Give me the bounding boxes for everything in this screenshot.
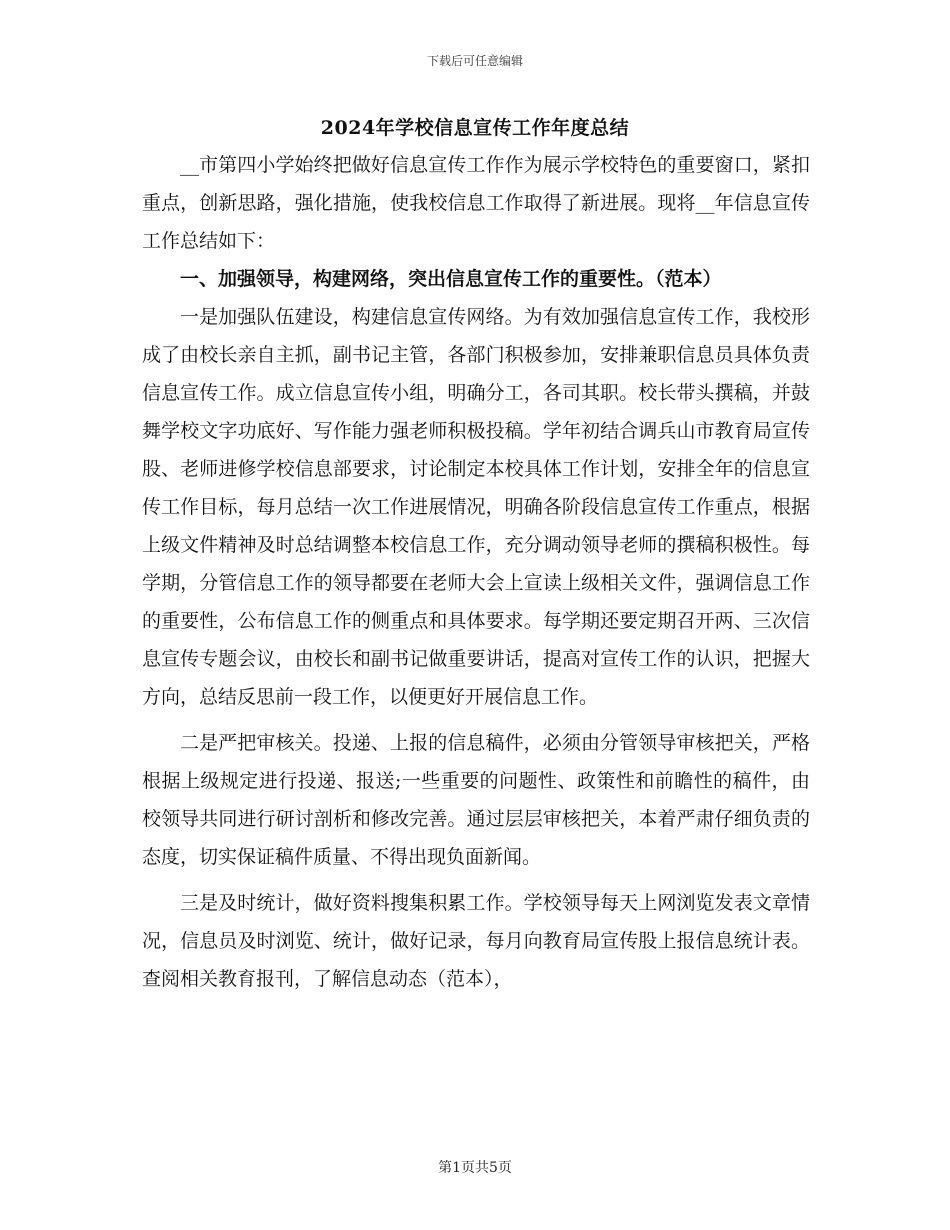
section-heading: 一、加强领导，构建网络，突出信息宣传工作的重要性。（范本）: [180, 268, 722, 290]
page-header-note: 下载后可任意编辑: [426, 54, 523, 68]
document-body: [142, 146, 810, 998]
paragraph-2: 二是严把审核关。投递、上报的信息稿件，必须由分管领导审核把关，严格根据上级规定进行投递、报送;一些重要的问题性、政策性和前瞻性的稿件，由校领导共同进行研讨剖析和修改完善。通过层层审核把关，本着严肃仔细负责的态度，切实保证稿件质量、不得出现负面新闻。: [142, 732, 810, 868]
document-title: 2024年学校信息宣传工作年度总结: [320, 117, 630, 139]
intro-paragraph: __市第四小学始终把做好信息宣传工作作为展示学校特色的重要窗口，紧扣重点，创新思路，强化措施，使我校信息工作取得了新进展。现将__年信息宣传工作总结如下：: [142, 154, 810, 252]
page-number: 第1页共5页: [438, 1160, 512, 1176]
paragraph-3: 三是及时统计，做好资料搜集积累工作。学校领导每天上网浏览发表文章情况，信息员及时浏览、统计，做好记录，每月向教育局宣传股上报信息统计表。查阅相关教育报刊，了解信息动态（范本），: [142, 892, 810, 990]
paragraph-1: 一是加强队伍建设，构建信息宣传网络。为有效加强信息宣传工作，我校形成了由校长亲自主抓，副书记主管，各部门积极参加，安排兼职信息员具体负责信息宣传工作。成立信息宣传小组，明确分工，各司其职。校长带头撰稿，并鼓舞学校文字功底好、写作能力强老师积极投稿。学年初结合调兵山市教育局宣传股、老师进修学校信息部要求，讨论制定本校具体工作计划，安排全年的信息宣传工作目标，每月总结一次工作进展情况，明确各阶段信息宣传工作重点，根据上级文件精神及时总结调整本校信息工作，充分调动领导老师的撰稿积极性。每学期，分管信息工作的领导都要在老师大会上宣读上级相关文件，强调信息工作的重要性，公布信息工作的侧重点和具体要求。每学期还要定期召开两、三次信息宣传专题会议，由校长和副书记做重要讲话，提高对宣传工作的认识，把握大方向，总结反思前一段工作，以便更好开展信息工作。: [142, 306, 810, 708]
